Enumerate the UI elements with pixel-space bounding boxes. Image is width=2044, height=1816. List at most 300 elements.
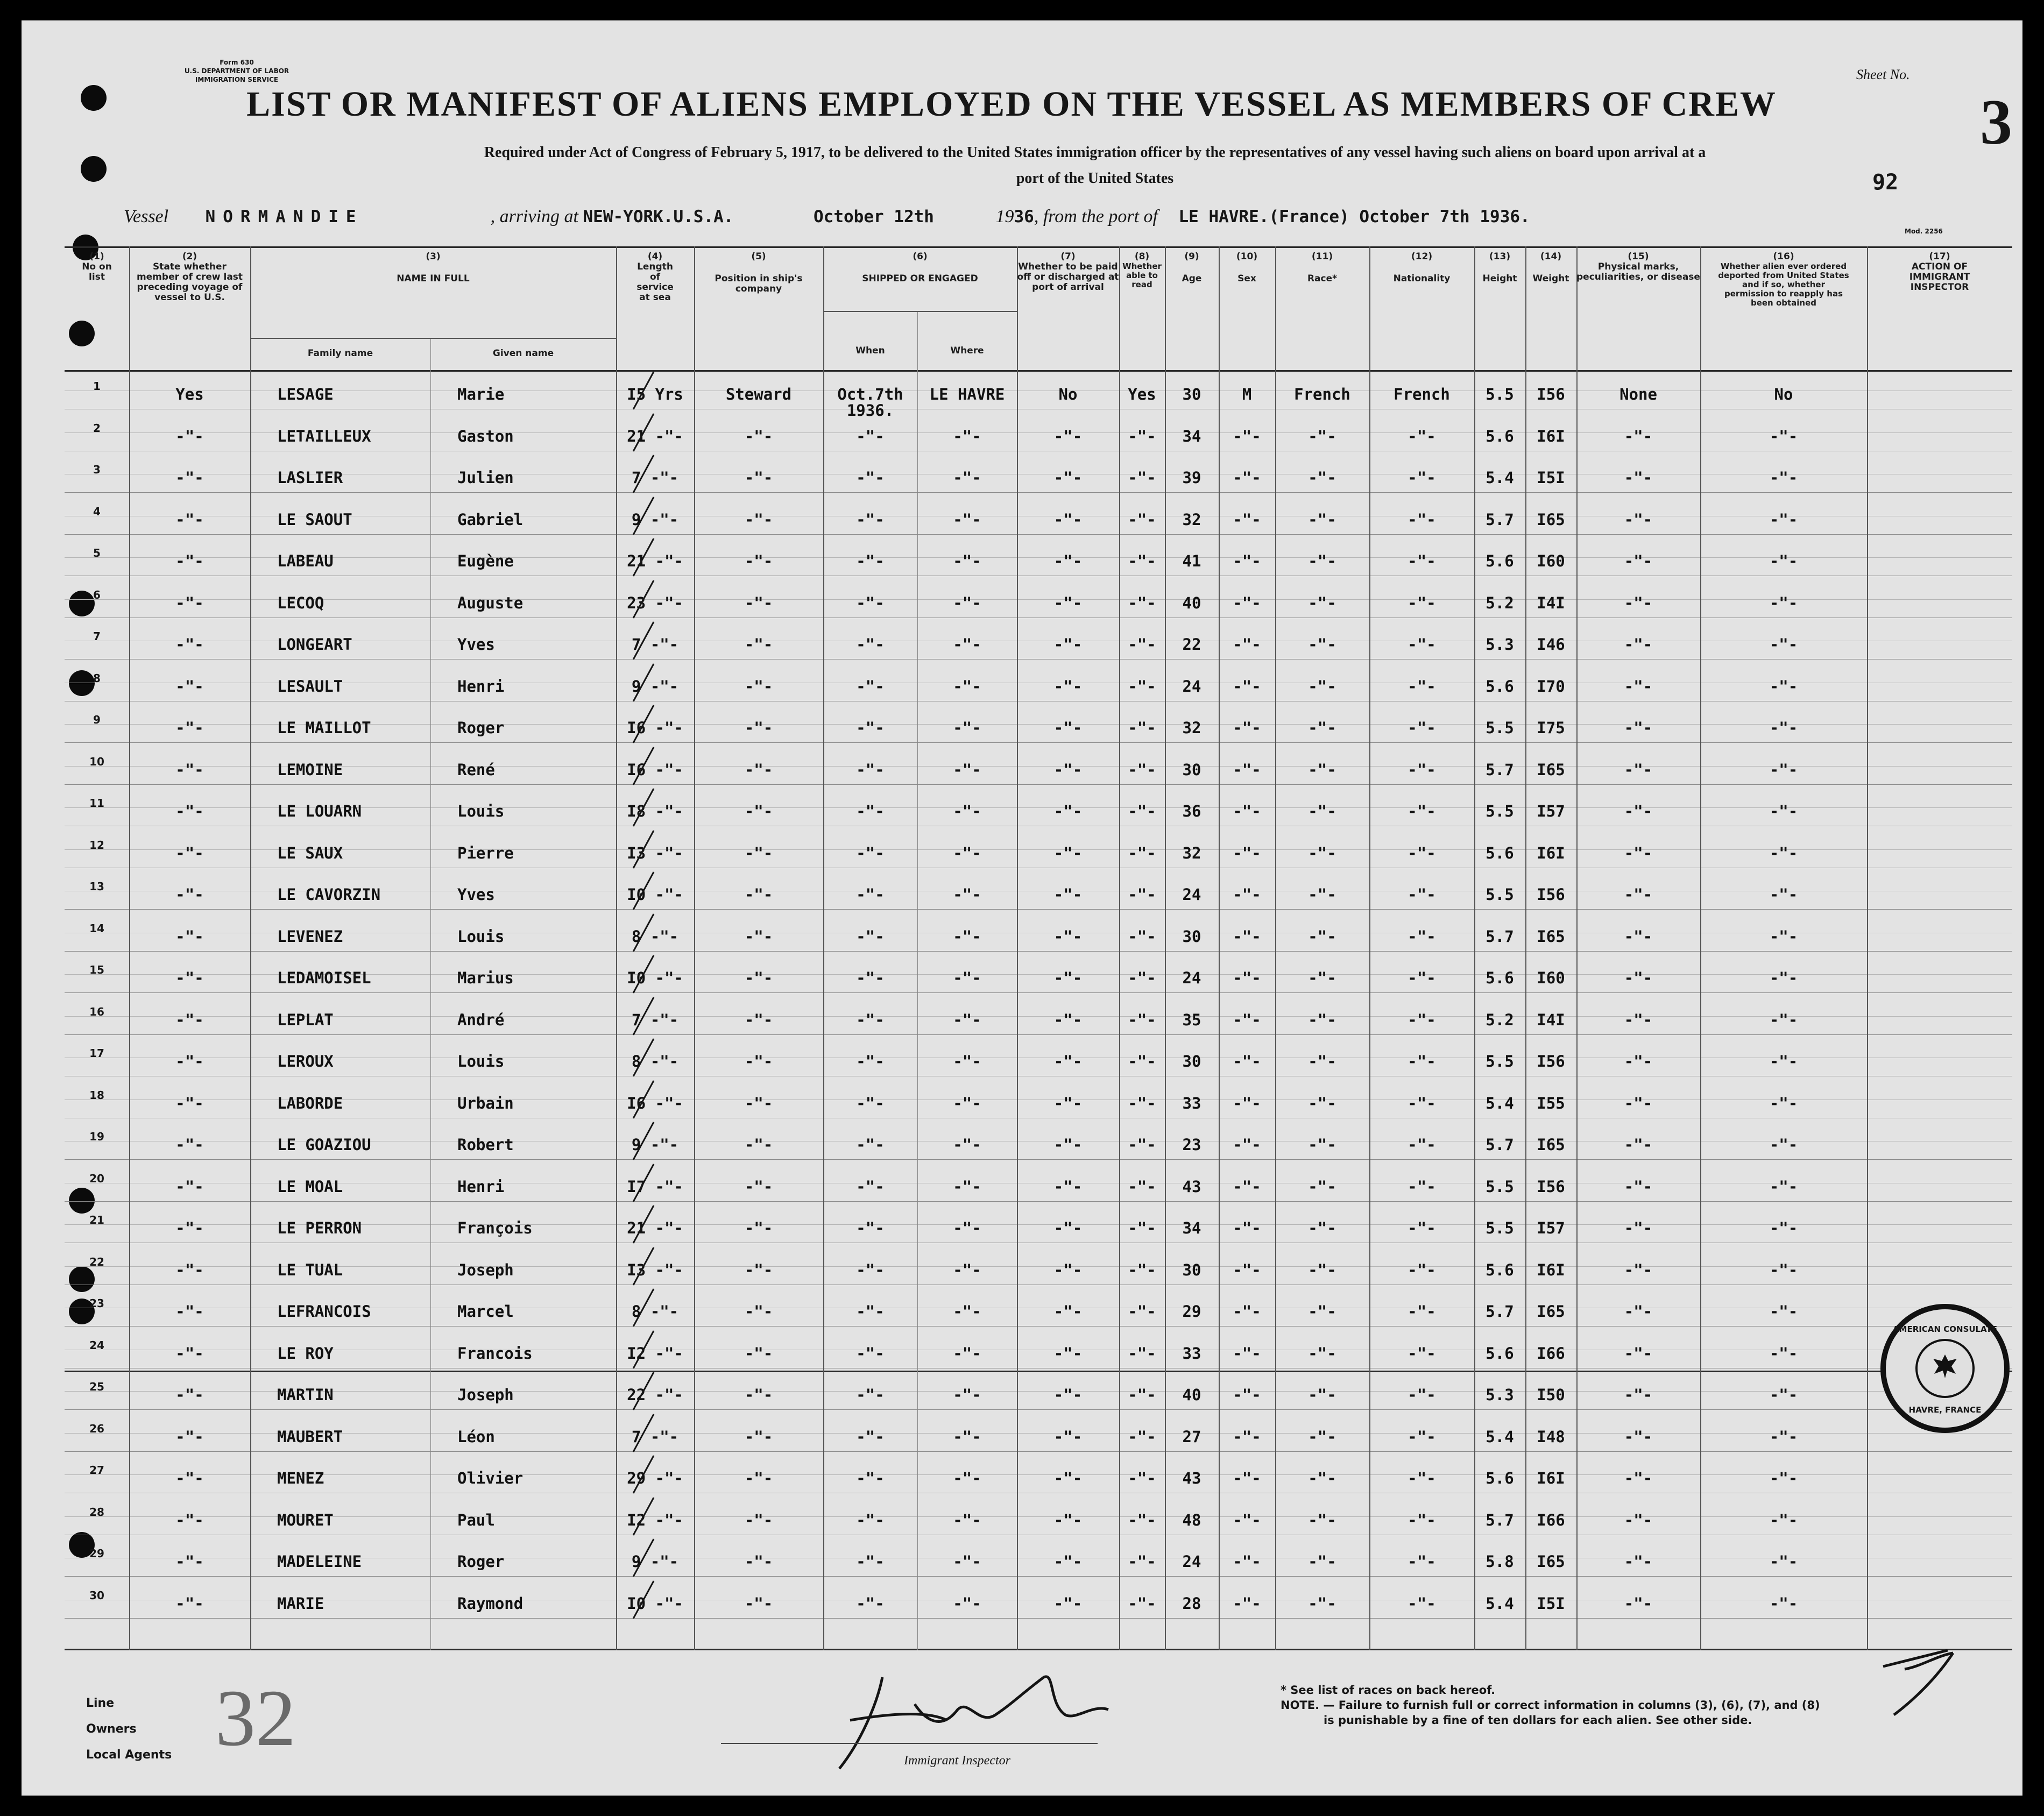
- family-name: LE PERRON: [277, 1219, 362, 1237]
- sex: -"-: [1233, 1011, 1261, 1029]
- length-of-service: 9 -"-: [631, 1136, 679, 1154]
- row-number: 28: [89, 1506, 104, 1519]
- note-races: * See list of races on back hereof.: [1281, 1684, 1496, 1697]
- check-stroke: [627, 744, 659, 788]
- previous-voyage: -"-: [175, 1261, 204, 1279]
- position: -"-: [744, 1511, 773, 1529]
- length-of-service: I2 -"-: [627, 1511, 683, 1529]
- row-number: 4: [93, 505, 101, 518]
- age: 22: [1182, 635, 1201, 654]
- weight: I56: [1537, 1177, 1565, 1196]
- given-name: Joseph: [457, 1261, 514, 1279]
- length-of-service: I3 -"-: [627, 844, 683, 862]
- given-name: Pierre: [457, 844, 514, 862]
- header-col1: (1) No on list: [82, 251, 112, 282]
- weight: I4I: [1537, 1011, 1565, 1029]
- check-stroke: [627, 1286, 659, 1329]
- able-to-read: Yes: [1128, 385, 1156, 403]
- row-rule: [65, 1034, 2012, 1035]
- sex: -"-: [1233, 927, 1261, 946]
- eagle-icon: [1930, 1351, 1960, 1381]
- paid-off: -"-: [1053, 969, 1083, 987]
- weight: I5I: [1537, 469, 1565, 487]
- row-number: 18: [89, 1089, 104, 1102]
- given-name: Eugène: [457, 552, 514, 570]
- row-number: 10: [89, 755, 104, 768]
- deported: -"-: [1769, 927, 1798, 946]
- paid-off: -"-: [1053, 677, 1083, 696]
- family-name: LONGEART: [277, 635, 352, 654]
- check-stroke: [627, 1328, 659, 1371]
- deported: -"-: [1769, 594, 1798, 612]
- height: 5.3: [1486, 1386, 1514, 1404]
- header-col15: (15) Physical marks, peculiarities, or disease: [1576, 251, 1700, 282]
- sex: -"-: [1233, 1552, 1261, 1571]
- shipped-when: -"-: [856, 1177, 885, 1196]
- height: 5.6: [1486, 677, 1514, 696]
- height: 5.5: [1486, 385, 1514, 403]
- shipped-where: -"-: [953, 1261, 981, 1279]
- shipped-where: -"-: [953, 802, 981, 820]
- weight: I4I: [1537, 594, 1565, 612]
- given-name: François: [457, 1219, 533, 1237]
- height: 5.6: [1486, 969, 1514, 987]
- physical-marks: -"-: [1624, 1177, 1653, 1196]
- shipped-when: -"-: [856, 969, 885, 987]
- position: -"-: [744, 1094, 773, 1112]
- form-number: Form 630: [220, 59, 254, 66]
- family-name: MOURET: [277, 1511, 334, 1529]
- race: French: [1294, 385, 1350, 403]
- height: 5.5: [1486, 1219, 1514, 1237]
- sex: -"-: [1233, 594, 1261, 612]
- previous-voyage: -"-: [175, 677, 204, 696]
- sex: -"-: [1233, 1177, 1261, 1196]
- family-name: LASLIER: [277, 469, 343, 487]
- physical-marks: -"-: [1624, 1511, 1653, 1529]
- physical-marks: -"-: [1624, 552, 1653, 570]
- nationality: -"-: [1408, 1219, 1436, 1237]
- paid-off: -"-: [1053, 1469, 1083, 1487]
- row-number: 9: [93, 713, 101, 726]
- race: -"-: [1308, 1011, 1336, 1029]
- length-of-service: I3 -"-: [627, 1261, 683, 1279]
- race: -"-: [1308, 469, 1336, 487]
- nationality: -"-: [1408, 1011, 1436, 1029]
- age: 34: [1182, 427, 1201, 445]
- height: 5.5: [1486, 885, 1514, 904]
- able-to-read: -"-: [1128, 1469, 1156, 1487]
- physical-marks: -"-: [1624, 802, 1653, 820]
- age: 33: [1182, 1344, 1201, 1363]
- header-col2: (2) State whether member of crew last preceding voyage of vessel to U.S.: [136, 251, 243, 303]
- age: 41: [1182, 552, 1201, 570]
- row-number: 19: [89, 1130, 104, 1143]
- given-name: Francois: [457, 1344, 533, 1363]
- row-rule: [65, 1618, 2012, 1619]
- nationality: -"-: [1408, 510, 1436, 529]
- row-rule: [65, 1159, 2012, 1160]
- family-name: LABORDE: [277, 1094, 343, 1112]
- deported: -"-: [1769, 552, 1798, 570]
- weight: I50: [1537, 1386, 1565, 1404]
- header-family-name: Family name: [307, 348, 373, 359]
- vessel-label: Vessel: [124, 207, 169, 226]
- able-to-read: -"-: [1128, 1386, 1156, 1404]
- given-name: Auguste: [457, 594, 524, 612]
- family-name: LEFRANCOIS: [277, 1302, 371, 1321]
- height: 5.6: [1486, 552, 1514, 570]
- able-to-read: -"-: [1128, 719, 1156, 737]
- race: -"-: [1308, 635, 1336, 654]
- check-stroke: [627, 953, 659, 996]
- shipped-where: -"-: [953, 594, 981, 612]
- length-of-service: 9 -"-: [631, 1552, 679, 1571]
- row-number: 20: [89, 1172, 104, 1185]
- race: -"-: [1308, 1594, 1336, 1613]
- paid-off: -"-: [1053, 761, 1083, 779]
- handwritten-mark: [1872, 1645, 1991, 1720]
- weight: I66: [1537, 1511, 1565, 1529]
- height: 5.5: [1486, 1052, 1514, 1070]
- given-name: Marius: [457, 969, 514, 987]
- able-to-read: -"-: [1128, 1594, 1156, 1613]
- age: 48: [1182, 1511, 1201, 1529]
- deported: -"-: [1769, 677, 1798, 696]
- deported: -"-: [1769, 1511, 1798, 1529]
- shipped-where: -"-: [953, 1136, 981, 1154]
- given-name: Louis: [457, 802, 505, 820]
- nationality: -"-: [1408, 1428, 1436, 1446]
- weight: I6I: [1537, 1261, 1565, 1279]
- deported: -"-: [1769, 719, 1798, 737]
- check-stroke: [627, 786, 659, 829]
- previous-voyage: -"-: [175, 761, 204, 779]
- weight: I6I: [1537, 427, 1565, 445]
- year-prefix: 19: [995, 207, 1014, 226]
- row-number: 15: [89, 963, 104, 976]
- sex: -"-: [1233, 1052, 1261, 1070]
- weight: I70: [1537, 677, 1565, 696]
- height: 5.7: [1486, 510, 1514, 529]
- row-number: 23: [89, 1297, 104, 1310]
- sex: -"-: [1233, 1344, 1261, 1363]
- height: 5.7: [1486, 1302, 1514, 1321]
- row-number: 14: [89, 922, 104, 935]
- height: 5.5: [1486, 719, 1514, 737]
- nationality: -"-: [1408, 1552, 1436, 1571]
- weight: I65: [1537, 761, 1565, 779]
- row-rule: [65, 742, 2012, 743]
- weight: I65: [1537, 1552, 1565, 1571]
- shipped-when: -"-: [856, 1511, 885, 1529]
- previous-voyage: -"-: [175, 1386, 204, 1404]
- physical-marks: -"-: [1624, 1594, 1653, 1613]
- row-number: 5: [93, 547, 101, 559]
- position: -"-: [744, 844, 773, 862]
- physical-marks: -"-: [1624, 885, 1653, 904]
- sex: -"-: [1233, 844, 1261, 862]
- age: 23: [1182, 1136, 1201, 1154]
- length-of-service: 8 -"-: [631, 1052, 679, 1070]
- race: -"-: [1308, 802, 1336, 820]
- physical-marks: -"-: [1624, 677, 1653, 696]
- nationality: -"-: [1408, 677, 1436, 696]
- length-of-service: I0 -"-: [627, 885, 683, 904]
- family-name: LE GOAZIOU: [277, 1136, 371, 1154]
- height: 5.4: [1486, 1094, 1514, 1112]
- previous-voyage: -"-: [175, 1511, 204, 1529]
- height: 5.5: [1486, 802, 1514, 820]
- previous-voyage: -"-: [175, 1094, 204, 1112]
- nationality: -"-: [1408, 427, 1436, 445]
- sex: -"-: [1233, 761, 1261, 779]
- row-number: 25: [89, 1380, 104, 1393]
- shipped-where: -"-: [953, 1302, 981, 1321]
- row-number: 2: [93, 422, 101, 435]
- header-col14: (14) Weight: [1532, 251, 1569, 284]
- position: -"-: [744, 1219, 773, 1237]
- position: -"-: [744, 1011, 773, 1029]
- given-name: Marcel: [457, 1302, 514, 1321]
- family-name: LEMOINE: [277, 761, 343, 779]
- family-name: LABEAU: [277, 552, 334, 570]
- physical-marks: -"-: [1624, 1011, 1653, 1029]
- able-to-read: -"-: [1128, 552, 1156, 570]
- weight: I60: [1537, 552, 1565, 570]
- check-stroke: [627, 1411, 659, 1455]
- punch-hole: [81, 85, 107, 111]
- row-number: 12: [89, 839, 104, 852]
- paid-off: -"-: [1053, 1594, 1083, 1613]
- family-name: LE SAUX: [277, 844, 343, 862]
- age: 32: [1182, 719, 1201, 737]
- position: -"-: [744, 1386, 773, 1404]
- able-to-read: -"-: [1128, 1011, 1156, 1029]
- race: -"-: [1308, 761, 1336, 779]
- shipped-where: LE HAVRE: [929, 385, 1005, 403]
- line-label: Line: [86, 1697, 115, 1710]
- weight: I6I: [1537, 1469, 1565, 1487]
- able-to-read: -"-: [1128, 761, 1156, 779]
- position: -"-: [744, 802, 773, 820]
- age: 28: [1182, 1594, 1201, 1613]
- deported: -"-: [1769, 469, 1798, 487]
- row-number: 22: [89, 1255, 104, 1268]
- check-stroke: [627, 619, 659, 662]
- race: -"-: [1308, 1136, 1336, 1154]
- owners-label: Owners: [86, 1722, 137, 1736]
- nationality: -"-: [1408, 1469, 1436, 1487]
- family-name: LECOQ: [277, 594, 324, 612]
- given-name: Yves: [457, 885, 495, 904]
- able-to-read: -"-: [1128, 969, 1156, 987]
- crew-table: [65, 246, 2012, 1650]
- physical-marks: -"-: [1624, 510, 1653, 529]
- age: 35: [1182, 1011, 1201, 1029]
- weight: I48: [1537, 1428, 1565, 1446]
- arriving-label: , arriving at: [490, 207, 578, 226]
- height: 5.3: [1486, 635, 1514, 654]
- previous-voyage: -"-: [175, 719, 204, 737]
- shipped-when: -"-: [856, 802, 885, 820]
- nationality: -"-: [1408, 552, 1436, 570]
- previous-voyage: -"-: [175, 927, 204, 946]
- weight: I75: [1537, 719, 1565, 737]
- physical-marks: -"-: [1624, 594, 1653, 612]
- shipped-where: -"-: [953, 1219, 981, 1237]
- position: -"-: [744, 969, 773, 987]
- check-stroke: [627, 828, 659, 871]
- able-to-read: -"-: [1128, 510, 1156, 529]
- physical-marks: -"-: [1624, 1386, 1653, 1404]
- position: -"-: [744, 1052, 773, 1070]
- row-rule: [65, 534, 2012, 535]
- vessel-name: NORMANDIE: [205, 207, 364, 226]
- weight: I56: [1537, 385, 1565, 403]
- row-rule: [65, 784, 2012, 785]
- family-name: LE TUAL: [277, 1261, 343, 1279]
- row-rule: [65, 951, 2012, 952]
- physical-marks: -"-: [1624, 1302, 1653, 1321]
- sex: -"-: [1233, 1302, 1261, 1321]
- paid-off: -"-: [1053, 927, 1083, 946]
- position: -"-: [744, 469, 773, 487]
- year-suffix: 36: [1014, 207, 1034, 226]
- age: 24: [1182, 1552, 1201, 1571]
- age: 24: [1182, 677, 1201, 696]
- paid-off: -"-: [1053, 1552, 1083, 1571]
- paid-off: -"-: [1053, 1136, 1083, 1154]
- check-stroke: [627, 452, 659, 495]
- able-to-read: -"-: [1128, 1052, 1156, 1070]
- physical-marks: -"-: [1624, 1261, 1653, 1279]
- paid-off: No: [1058, 385, 1078, 403]
- able-to-read: -"-: [1128, 427, 1156, 445]
- race: -"-: [1308, 1428, 1336, 1446]
- check-stroke: [627, 1036, 659, 1079]
- header-when: When: [855, 345, 885, 356]
- age: 30: [1182, 927, 1201, 946]
- weight: I65: [1537, 510, 1565, 529]
- length-of-service: I0 -"-: [627, 969, 683, 987]
- given-name: Yves: [457, 635, 495, 654]
- mod-number: Mod. 2256: [1905, 228, 1943, 235]
- height: 5.2: [1486, 594, 1514, 612]
- punch-hole: [81, 156, 107, 182]
- row-rule: [65, 909, 2012, 910]
- row-rule: [65, 1409, 2012, 1410]
- height: 5.8: [1486, 1552, 1514, 1571]
- length-of-service: I7 -"-: [627, 1177, 683, 1196]
- note-penalty-1: NOTE. — Failure to furnish full or correct information in columns (3), (6), (7), and (8): [1281, 1699, 1820, 1712]
- check-stroke: [627, 1453, 659, 1496]
- age: 24: [1182, 885, 1201, 904]
- able-to-read: -"-: [1128, 1302, 1156, 1321]
- given-name: André: [457, 1011, 505, 1029]
- deported: -"-: [1769, 1428, 1798, 1446]
- shipped-when: -"-: [856, 1469, 885, 1487]
- height: 5.5: [1486, 1177, 1514, 1196]
- age: 30: [1182, 1052, 1201, 1070]
- height: 5.6: [1486, 427, 1514, 445]
- family-name: LESAGE: [277, 385, 334, 403]
- family-name: LEPLAT: [277, 1011, 334, 1029]
- weight: I65: [1537, 1136, 1565, 1154]
- given-name: Henri: [457, 677, 505, 696]
- sex: -"-: [1233, 1219, 1261, 1237]
- length-of-service: I6 -"-: [627, 719, 683, 737]
- family-name: LE MOAL: [277, 1177, 343, 1196]
- sex: -"-: [1233, 1594, 1261, 1613]
- sex: -"-: [1233, 1511, 1261, 1529]
- family-name: LEDAMOISEL: [277, 969, 371, 987]
- sex: -"-: [1233, 1136, 1261, 1154]
- row-number: 27: [89, 1464, 104, 1477]
- deported: -"-: [1769, 802, 1798, 820]
- shipped-where: -"-: [953, 552, 981, 570]
- shipped-when: -"-: [856, 1052, 885, 1070]
- race: -"-: [1308, 844, 1336, 862]
- position: -"-: [744, 719, 773, 737]
- manifest-sheet: [22, 20, 2022, 1796]
- family-name: LE CAVORZIN: [277, 885, 381, 904]
- sex: -"-: [1233, 635, 1261, 654]
- shipped-when: -"-: [856, 677, 885, 696]
- row-number: 21: [89, 1214, 104, 1226]
- deported: -"-: [1769, 1011, 1798, 1029]
- given-name: Léon: [457, 1428, 495, 1446]
- shipped-when: -"-: [856, 1136, 885, 1154]
- form-department: U.S. DEPARTMENT OF LABOR: [184, 67, 289, 75]
- shipped-when: -"-: [856, 469, 885, 487]
- check-stroke: [627, 1245, 659, 1288]
- able-to-read: -"-: [1128, 927, 1156, 946]
- check-stroke: [627, 661, 659, 704]
- age: 24: [1182, 969, 1201, 987]
- position: -"-: [744, 1552, 773, 1571]
- deported: -"-: [1769, 510, 1798, 529]
- weight: I56: [1537, 1052, 1565, 1070]
- paid-off: -"-: [1053, 1302, 1083, 1321]
- previous-voyage: -"-: [175, 1136, 204, 1154]
- position: Steward: [725, 385, 792, 403]
- header-given-name: Given name: [492, 348, 554, 359]
- position: -"-: [744, 677, 773, 696]
- paid-off: -"-: [1053, 1261, 1083, 1279]
- given-name: Henri: [457, 1177, 505, 1196]
- age: 34: [1182, 1219, 1201, 1237]
- length-of-service: I5 Yrs: [627, 385, 683, 403]
- header-where: Where: [950, 345, 984, 356]
- able-to-read: -"-: [1128, 469, 1156, 487]
- physical-marks: -"-: [1624, 969, 1653, 987]
- paid-off: -"-: [1053, 885, 1083, 904]
- deported: -"-: [1769, 1302, 1798, 1321]
- previous-voyage: -"-: [175, 885, 204, 904]
- row-number: 7: [93, 630, 101, 643]
- given-name: Roger: [457, 1552, 505, 1571]
- check-stroke: [627, 1078, 659, 1121]
- previous-voyage: -"-: [175, 1469, 204, 1487]
- race: -"-: [1308, 552, 1336, 570]
- height: 5.6: [1486, 844, 1514, 862]
- shipped-where: -"-: [953, 1094, 981, 1112]
- row-number: 6: [93, 588, 101, 601]
- stamped-number: 32: [215, 1673, 296, 1763]
- form-service: IMMIGRATION SERVICE: [195, 76, 279, 83]
- position: -"-: [744, 427, 773, 445]
